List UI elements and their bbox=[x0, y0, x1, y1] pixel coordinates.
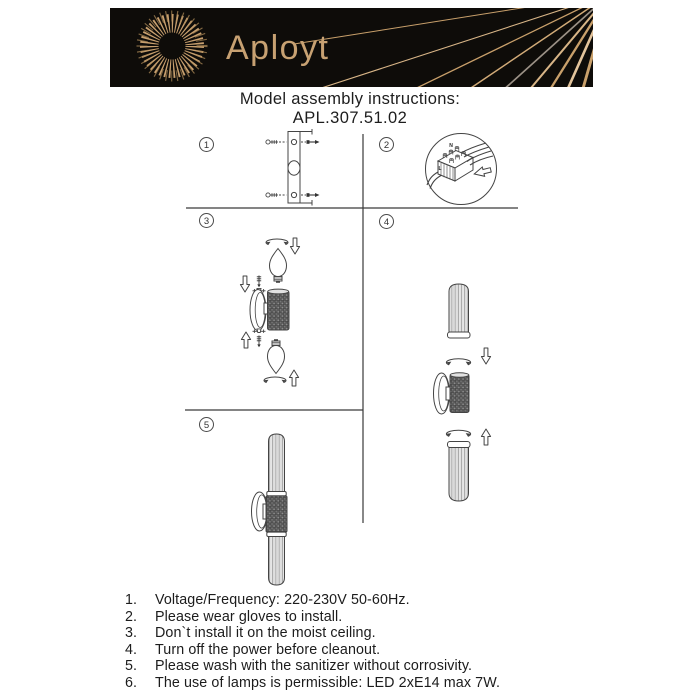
instruction-item bbox=[125, 642, 575, 659]
item-number: 2. bbox=[125, 608, 138, 625]
fixture-body bbox=[450, 373, 469, 413]
wire-label-l: L bbox=[438, 166, 442, 172]
wire-label-n: N bbox=[449, 143, 453, 149]
item-text: Please wash with the sanitizer without corrosivity. bbox=[155, 658, 473, 675]
item-text: The use of lamps is permissible: LED 2xE14 max 7W. bbox=[155, 674, 501, 691]
model-number: APL.307.51.02 bbox=[292, 109, 408, 127]
shade-bottom bbox=[448, 442, 471, 502]
item-text: Please wear gloves to install. bbox=[155, 608, 343, 625]
instruction-item bbox=[125, 675, 575, 692]
step-number-3: 3 bbox=[199, 213, 214, 228]
fixture-body bbox=[268, 289, 290, 330]
item-number: 1. bbox=[125, 592, 138, 608]
step-number-5: 5 bbox=[199, 417, 214, 432]
step5-assembled-fixture-diagram bbox=[252, 434, 288, 585]
instruction-item bbox=[125, 592, 575, 609]
step-number-1: 1 bbox=[199, 137, 214, 152]
assembly-diagram bbox=[100, 125, 595, 600]
instruction-item bbox=[125, 609, 575, 626]
item-number: 3. bbox=[125, 625, 138, 642]
bulb-top bbox=[270, 249, 287, 283]
corner-rays-icon bbox=[110, 8, 593, 87]
step4-shade-attachment-diagram bbox=[434, 284, 491, 501]
item-text: Voltage/Frequency: 220-230V 50-60Hz. bbox=[155, 592, 410, 608]
header-banner bbox=[110, 8, 593, 87]
step1-mounting-bracket-diagram bbox=[266, 129, 320, 206]
instruction-list bbox=[125, 592, 575, 692]
item-number: 6. bbox=[125, 674, 138, 691]
item-text: Don`t install it on the moist ceiling. bbox=[155, 625, 376, 642]
item-number: 4. bbox=[125, 641, 138, 658]
page-title: Model assembly instructions: bbox=[239, 90, 461, 108]
step-number-4: 4 bbox=[379, 214, 394, 229]
bulb-bottom bbox=[268, 339, 285, 373]
item-text: Turn off the power before cleanout. bbox=[155, 641, 381, 658]
step2-wiring-detail-diagram bbox=[426, 134, 497, 205]
brand-wordmark: Aployt bbox=[226, 29, 330, 67]
instruction-item bbox=[125, 625, 575, 642]
step3-bulb-installation-diagram bbox=[240, 238, 299, 386]
instruction-item bbox=[125, 658, 575, 675]
shade-top bbox=[448, 284, 471, 338]
step-number-2: 2 bbox=[379, 137, 394, 152]
item-number: 5. bbox=[125, 658, 138, 675]
